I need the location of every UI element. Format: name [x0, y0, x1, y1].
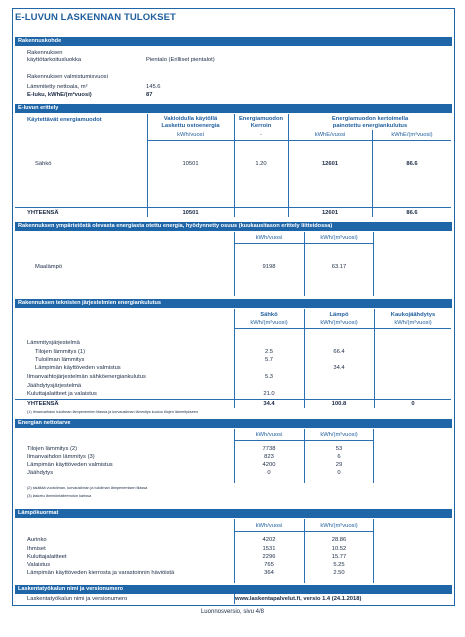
row-ground-heat-kwh-m2: 63.17 [331, 264, 347, 270]
row-electricity-weighted: 12601 [321, 161, 339, 167]
systems-total-el: 34.4 [263, 401, 275, 407]
col-weighted-1: Energiamuodon kertoimella [331, 116, 409, 122]
net-row-ventilation: Ilmanvaihdon lämmitys (3) [27, 454, 95, 460]
row-electricity-factor: 1.20 [255, 161, 267, 167]
col-energy-forms: Käytettävät energiamuodot [27, 117, 102, 123]
load-row-dhw-losses-v1: 364 [264, 570, 274, 576]
net-row-cooling-v2: 0 [337, 470, 341, 476]
divider [15, 399, 451, 400]
load-row-dhw-losses: Lämpimän käyttöveden kierrosta ja varastoinnin häviöistä [27, 570, 175, 576]
divider [373, 232, 374, 296]
col-factor-1: Energiamuodon [238, 116, 284, 122]
unit-kwh-year: kWh/vuosi [177, 132, 204, 138]
net-row-space-heating-v2: 53 [335, 446, 343, 452]
row-ground-heat-kwh: 9198 [262, 264, 276, 270]
load-row-people-v2: 10.52 [331, 546, 347, 552]
divider [373, 429, 374, 483]
total-weighted-m2: 86.6 [406, 210, 418, 216]
unit-kwh-m2-year: kWh/(m²vuosi) [320, 523, 358, 529]
load-row-lighting-v2: 5.25 [333, 562, 345, 568]
row-heating-system: Lämmitysjärjestelmä [27, 340, 80, 346]
col-purchased-energy-2: Laskettu ostoenergia [161, 123, 220, 129]
page-footer: Luonnosversio, sivu 4/8 [200, 609, 265, 615]
label-building-class-1: Rakennuksen [27, 50, 63, 56]
row-supply-air-heating: Tuloilman lämmitys [35, 357, 85, 363]
divider [15, 207, 451, 208]
systems-total-heat: 100.8 [331, 401, 347, 407]
row-appliances-el: 21.0 [263, 391, 275, 397]
load-row-dhw-losses-v2: 2.50 [333, 570, 345, 576]
results-page [12, 8, 455, 606]
net-row-dhw: Lämpimän käyttöveden valmistus [27, 462, 113, 468]
col-purchased-energy-1: Vakioidulla käytöllä [163, 116, 218, 122]
label-heated-area: Lämmitetty nettoala, m² [27, 84, 88, 90]
col-district-cooling: Kaukojäähdytys [390, 312, 436, 318]
row-electricity-weighted-m2: 86.6 [406, 161, 418, 167]
col-electricity: Sähkö [260, 312, 278, 318]
divider [372, 130, 373, 217]
load-row-people: Ihmiset [27, 546, 46, 552]
page-title: E-LUVUN LASKENNAN TULOKSET [15, 12, 176, 23]
label-building-class-2: käyttötarkoitusluokka [27, 57, 82, 63]
load-row-appliances-v1: 2296 [262, 554, 276, 560]
systems-total-label: YHTEENSÄ [27, 401, 59, 407]
net-row-dhw-v1: 4200 [262, 462, 276, 468]
unit-cooling: kWh/(m²vuosi) [394, 320, 432, 326]
net-row-cooling-v1: 0 [267, 470, 271, 476]
unit-electricity: kWh/(m²vuosi) [250, 320, 288, 326]
value-e-value: 87 [146, 92, 153, 98]
divider [235, 328, 451, 329]
section-header-environment-energy: Rakennuksen ympäristöstä olevasta energiasta otettu energia, hyödynnetty osuus (kuukausitason erittely liitteidossa) [15, 222, 452, 231]
footnote-1: (1) Ilmanvaihdon tuloilman lämpenemien tilassa ja korvausilman lämmitys kuuluu tilojen lämmitykseen [27, 410, 199, 414]
net-row-cooling: Jäähdytys [27, 470, 54, 476]
section-header-heat-loads: Lämpökuormat [15, 509, 452, 518]
unit-kwh-m2-year: kWh/(m²vuosi) [320, 235, 358, 241]
unit-kwh-year: kWh/vuosi [255, 235, 283, 241]
row-cooling-system: Jäähdytysjärjestelmä [27, 383, 82, 389]
tool-label: Laskentatyökalun nimi ja versionumero [27, 596, 128, 602]
section-header-e-breakdown: E-luvun erittely [15, 104, 452, 113]
row-supply-air-el: 5.7 [264, 357, 274, 363]
net-row-ventilation-v2: 6 [337, 454, 341, 460]
section-header-systems: Rakennuksen teknisten järjestelmien energiankulutus [15, 299, 452, 308]
total-label: YHTEENSÄ [27, 210, 59, 216]
net-row-ventilation-v1: 823 [264, 454, 274, 460]
col-heat: Lämpö [329, 312, 349, 318]
net-row-space-heating-v1: 7738 [262, 446, 276, 452]
section-header-net-need: Energian nettotarve [15, 419, 452, 428]
net-row-space-heating: Tilojen lämmitys (2) [27, 446, 78, 452]
divider [374, 309, 375, 408]
value-heated-area: 145.6 [146, 84, 161, 90]
total-purchased: 10501 [182, 210, 199, 216]
load-row-appliances-v2: 15.77 [331, 554, 347, 560]
unit-kwh-year: kWh/vuosi [255, 523, 283, 529]
label-completion-year: Rakennuksen valmistumisvuosi [27, 74, 108, 80]
divider [148, 140, 451, 141]
row-space-heating-heat: 66.4 [333, 349, 345, 355]
load-row-sun-v1: 4202 [262, 537, 276, 543]
net-row-dhw-v2: 29 [335, 462, 343, 468]
section-header-tool: Laskentatyökalun nimi ja versionumero [15, 585, 452, 594]
systems-total-cooling: 0 [411, 401, 415, 407]
row-appliances: Kuluttajalaitteet ja valaistus [27, 391, 97, 397]
row-dhw: Lämpimän käyttöveden valmistus [35, 365, 121, 371]
load-row-people-v1: 1531 [262, 546, 276, 552]
divider [304, 309, 305, 408]
tool-value: www.laskentapalvelut.fi, versio 1.4 (24.1.2018) [235, 596, 362, 602]
unit-heat: kWh/(m²vuosi) [320, 320, 358, 326]
load-row-sun-v2: 28.86 [331, 537, 347, 543]
section-header-building: Rakennuskohde [15, 37, 452, 46]
footnote-2: (2) sisältää vuotoilman, korvausilman ja tuloilman lämpenemisen tilassa [27, 486, 148, 490]
unit-kwh-m2-year: kWh/(m²vuosi) [320, 432, 358, 438]
unit-kwhe-m2-year: kWhE/(m²vuosi) [391, 132, 433, 138]
col-factor-2: Kerroin [250, 123, 272, 129]
unit-kwhe-year: kWhE/vuosi [314, 132, 346, 138]
row-electricity-purchased: 10501 [182, 161, 199, 167]
load-row-lighting-v1: 765 [264, 562, 274, 568]
footnote-3: (3) lasketu lämmöntalteenoton karissa [27, 494, 92, 498]
row-ventilation-el-value: 5.3 [264, 374, 274, 380]
row-ventilation-el: Ilmanvaihtojärjestelmän sähköenergiankulutus [27, 374, 146, 380]
value-building-class: Pientalo (Erilliset pientalot) [146, 57, 215, 63]
unit-factor: - [260, 132, 262, 138]
unit-kwh-year: kWh/vuosi [255, 432, 283, 438]
total-weighted: 12601 [321, 210, 339, 216]
label-e-value: E-luku, kWhE/(m²vuosi) [27, 92, 92, 98]
row-space-heating: Tilojen lämmitys (1) [35, 349, 86, 355]
divider [234, 594, 235, 604]
col-weighted-2: painotettu energiankulutus [332, 123, 408, 129]
row-dhw-heat: 34.4 [333, 365, 345, 371]
load-row-appliances: Kuluttajalaitteet [27, 554, 67, 560]
divider [373, 519, 374, 583]
row-ground-heat-label: Maalämpö [35, 264, 63, 270]
row-space-heating-el: 2.5 [264, 349, 274, 355]
row-electricity-label: Sähkö [35, 161, 52, 167]
load-row-sun: Aurinko [27, 537, 47, 543]
load-row-lighting: Valaistus [27, 562, 51, 568]
